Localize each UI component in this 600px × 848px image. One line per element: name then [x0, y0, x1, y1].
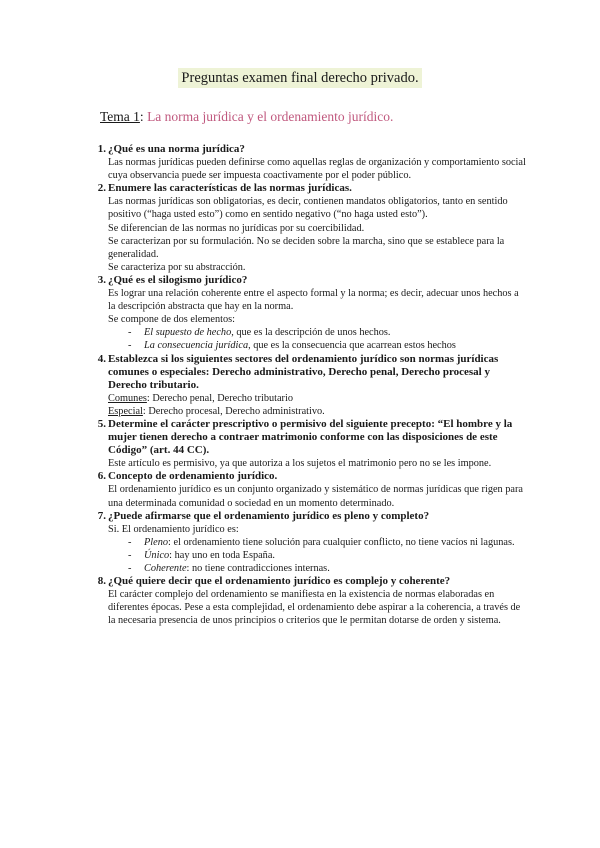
- question-item: [88, 575, 528, 627]
- tema-label: Tema 1: [100, 109, 140, 124]
- list-item: [108, 536, 528, 549]
- labeled-answer: [108, 392, 528, 405]
- question-number: 7.: [97, 509, 106, 522]
- list-item-term: La consecuencia jurídica: [144, 340, 249, 352]
- list-dash: -: [128, 563, 132, 574]
- tema-title: La norma jurídica y el ordenamiento jurídico.: [147, 109, 394, 124]
- question-title: Concepto de ordenamiento jurídico.: [108, 470, 278, 483]
- question-number: 3.: [97, 273, 106, 286]
- answer-text: : Derecho penal, Derecho tributario: [146, 392, 293, 404]
- answer-paragraph: El ordenamiento jurídico es un conjunto organizado y sistemático de normas jurídicas que rigen para una determinada comunidad o sociedad en un momento determinado.: [108, 484, 523, 509]
- list-item-text: : no tiene contradicciones internas.: [186, 563, 330, 574]
- question-item: [88, 510, 528, 575]
- question-title: Enumere las características de las normas jurídicas.: [108, 182, 352, 195]
- question-item: [88, 353, 528, 418]
- answer-paragraph: Si. El ordenamiento jurídico es:: [108, 523, 239, 535]
- question-title: ¿Qué es una norma jurídica?: [108, 143, 245, 155]
- list-dash: -: [128, 340, 132, 352]
- question-number: 4.: [97, 352, 106, 365]
- list-item-text: , que es la descripción de unos hechos.: [231, 327, 391, 339]
- tema-separator: :: [139, 109, 144, 124]
- question-number: 8.: [97, 575, 106, 588]
- list-item: [108, 326, 528, 339]
- answer-paragraph: Este artículo es permisivo, ya que autoriza a los sujetos el matrimonio pero no se les impone.: [108, 458, 492, 470]
- labeled-answer: [108, 405, 528, 418]
- list-item: [108, 339, 528, 352]
- list-item-term: El supuesto de hecho: [144, 327, 232, 339]
- answer-paragraph: Se compone de dos elementos:: [108, 314, 235, 326]
- list-item-text: : el ordenamiento tiene solución para cualquier conflicto, no tiene vacíos ni lagunas.: [168, 536, 515, 548]
- list-item-term: Único: [144, 549, 170, 561]
- question-list: [88, 143, 528, 627]
- answer-paragraph: Es lograr una relación coherente entre el aspecto formal y la norma; es decir, adecuar unos hechos a la descripción abstracta que hay en la norma.: [108, 288, 519, 313]
- answer-paragraph: Se caracteriza por su abstracción.: [108, 261, 246, 273]
- list-item-term: Pleno: [144, 536, 169, 548]
- answer-paragraph: Se diferencian de las normas no jurídicas por su coercibilidad.: [108, 222, 365, 234]
- list-item: [108, 549, 528, 562]
- answer-label: Especial: [108, 405, 143, 417]
- answer-paragraph: El carácter complejo del ordenamiento se manifiesta en la existencia de normas elaboradas en diferentes épocas. Pese a esta complejidad, el ordenamiento debe aspirar a la coherencia, a través de la necesaria presencia de unos principios o criterios que le permitan dotarse de orden y sistema.: [108, 589, 521, 627]
- list-item-text: , que es la consecuencia que acarrean estos hechos: [248, 340, 456, 352]
- question-number: 6.: [97, 470, 106, 483]
- answer-paragraph: Las normas jurídicas pueden definirse como aquellas reglas de organización y comportamiento social cuya observancia puede ser impuesta coactivamente por el poder público.: [108, 157, 526, 182]
- answer-text: : Derecho procesal, Derecho administrativo.: [142, 405, 325, 417]
- question-number: 5.: [97, 417, 106, 430]
- question-title: Establezca si los siguientes sectores del ordenamiento jurídico son normas jurídicas comunes o especiales: Derecho administrativo, Derecho penal, Derecho procesal y Derecho tributario.: [108, 352, 499, 391]
- question-item: [88, 274, 528, 353]
- question-item: [88, 143, 528, 182]
- question-item: [88, 470, 528, 509]
- question-number: 1.: [97, 143, 106, 155]
- list-item-text: : hay uno en toda España.: [169, 549, 275, 561]
- question-title: Determine el carácter prescriptivo o permisivo del siguiente precepto: “El hombre y la mujer tienen derecho a contraer matrimonio conforme con las disposiciones de este Código” (art. 44 CC).: [108, 417, 513, 457]
- answer-paragraph: Se caracterizan por su formulación. No se deciden sobre la marcha, sino que se establece para la generalidad.: [108, 235, 505, 260]
- question-item: [88, 418, 528, 470]
- question-item: [88, 182, 528, 274]
- list-item-term: Coherente: [144, 563, 187, 574]
- answer-paragraph: Las normas jurídicas son obligatorias, es decir, contienen mandatos obligatorios, tanto en sentido positivo (“haga usted esto”) como en sentido negativo (“no haga usted esto”).: [108, 196, 508, 221]
- document-title: [0, 67, 600, 87]
- list-dash: -: [128, 549, 132, 561]
- answer-label: Comunes: [108, 392, 147, 404]
- document-title-text: Preguntas examen final derecho privado.: [178, 68, 421, 88]
- question-title: ¿Puede afirmarse que el ordenamiento jurídico es pleno y completo?: [108, 509, 430, 522]
- question-number: 2.: [97, 182, 106, 195]
- list-dash: -: [128, 327, 132, 339]
- question-title: ¿Qué quiere decir que el ordenamiento jurídico es complejo y coherente?: [108, 575, 451, 588]
- list-item: [108, 562, 528, 575]
- tema-heading: [100, 109, 393, 125]
- list-dash: -: [128, 536, 132, 548]
- question-title: ¿Qué es el silogismo jurídico?: [108, 273, 248, 286]
